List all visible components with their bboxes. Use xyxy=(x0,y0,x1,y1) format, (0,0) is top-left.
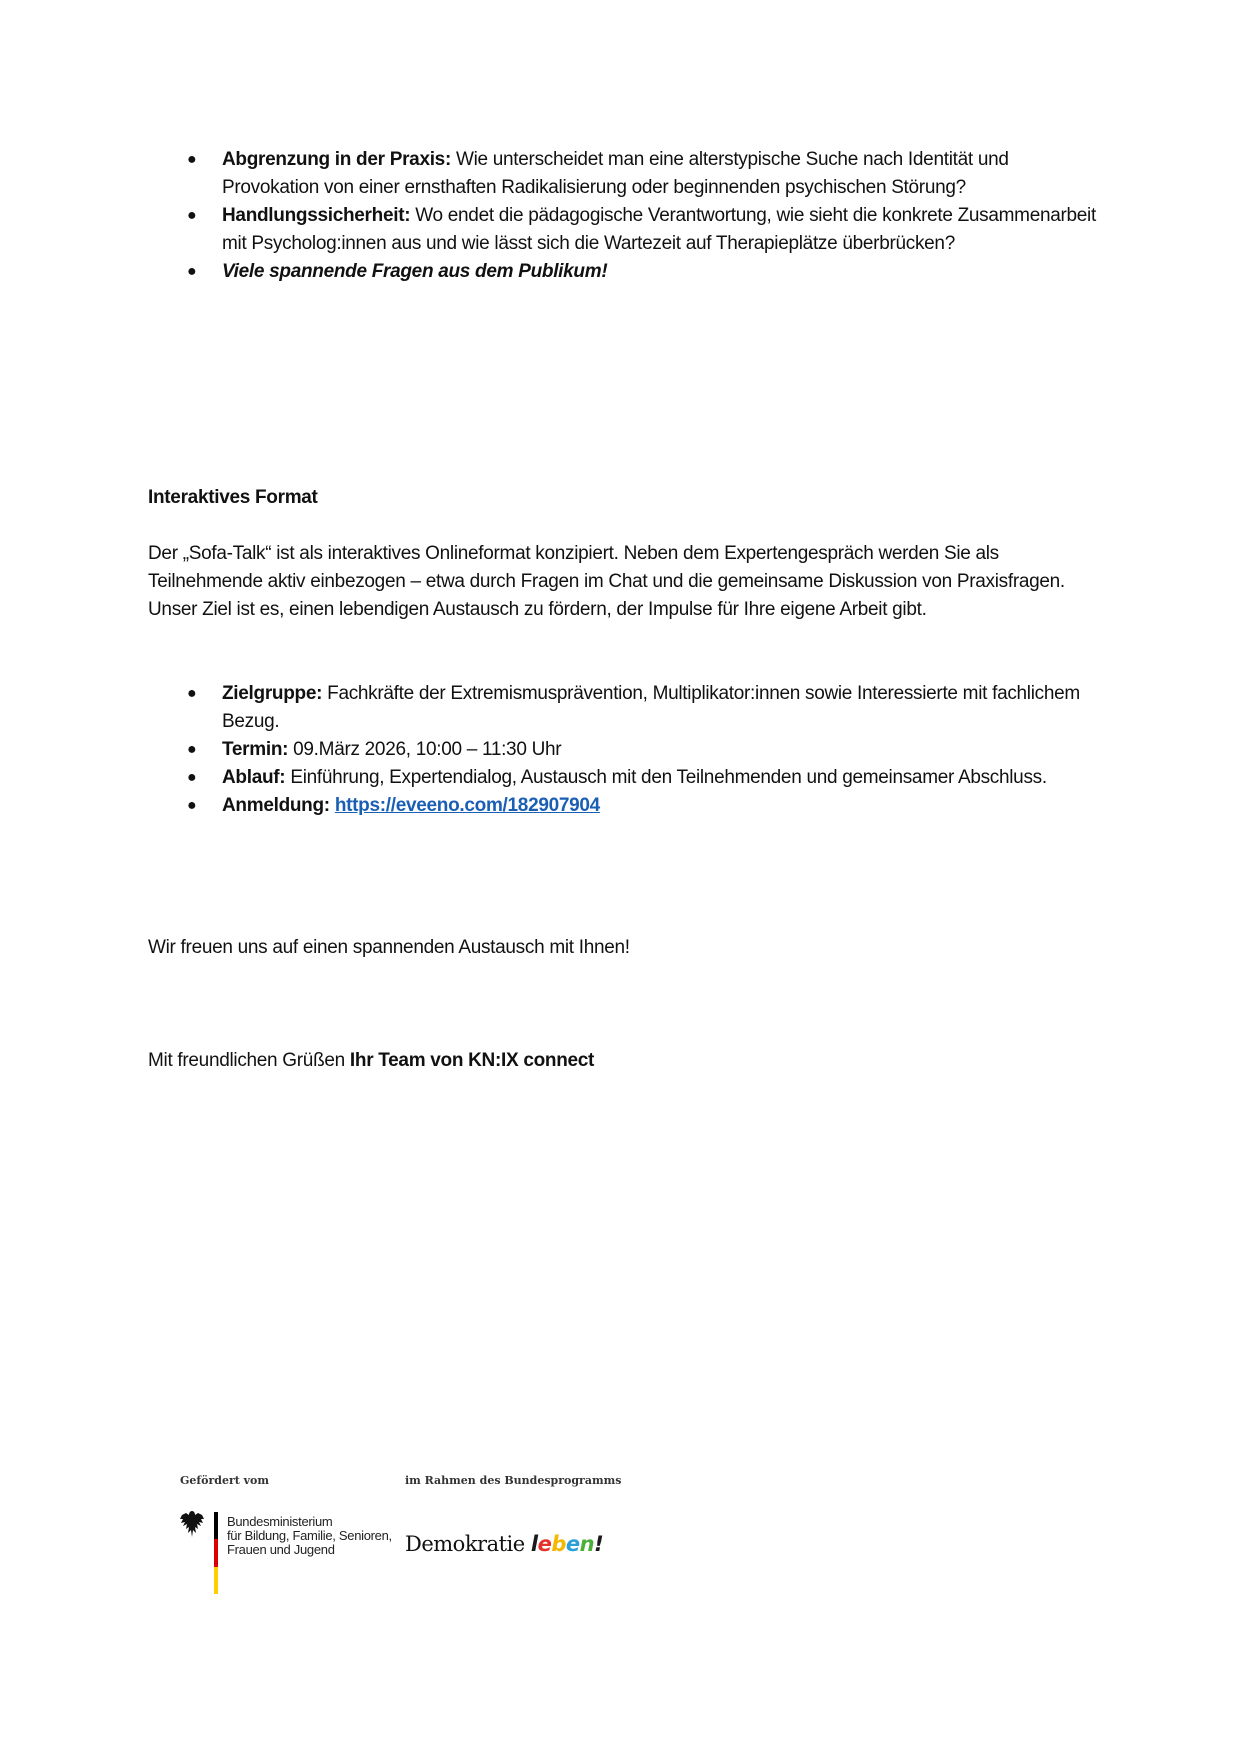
logo-letter: ! xyxy=(594,1532,604,1556)
logo-letter: l xyxy=(530,1532,538,1556)
list-item xyxy=(148,736,1108,764)
funded-by-label: Gefördert vom xyxy=(180,1474,270,1487)
flag-black xyxy=(214,1512,218,1539)
list-item xyxy=(148,792,1108,820)
program-label: im Rahmen des Bundesprogramms xyxy=(405,1474,622,1487)
signature-team: Ihr Team von KN:IX connect xyxy=(349,1050,595,1071)
list-item xyxy=(148,146,1108,202)
item-text: Wo endet die pädagogische Verantwortung, wie sieht die konkrete Zusammenarbeit mit Psycholog:innen aus und wie lässt sich die Wartezeit auf Therapieplätze überbrücken? xyxy=(222,205,1096,254)
bullet-icon: ● xyxy=(187,263,197,280)
list-item xyxy=(148,764,1108,792)
bullet-icon: ● xyxy=(187,207,197,224)
ministry-line: für Bildung, Familie, Senioren, xyxy=(227,1528,392,1543)
flag-gold xyxy=(214,1567,218,1594)
logo-letter: n xyxy=(579,1532,595,1556)
closing-text: Wir freuen uns auf einen spannenden Austausch mit Ihnen! xyxy=(148,937,630,958)
ministry-name xyxy=(227,1515,392,1557)
list-item xyxy=(148,680,1108,736)
bullet-icon: ● xyxy=(187,685,197,702)
item-text: 09.März 2026, 10:00 – 11:30 Uhr xyxy=(288,739,562,760)
item-label: Ablauf: xyxy=(222,767,286,788)
ministry-line: Frauen und Jugend xyxy=(227,1542,335,1557)
flag-red xyxy=(214,1539,218,1566)
list-item xyxy=(148,202,1108,258)
logo-letter: e xyxy=(537,1532,552,1556)
bullet-icon: ● xyxy=(187,769,197,786)
logo-leben xyxy=(531,1532,603,1556)
logo-prefix: Demokratie xyxy=(405,1532,531,1556)
questions-list xyxy=(148,146,1108,286)
section-heading: Interaktives Format xyxy=(148,487,318,508)
item-label: Handlungssicherheit: xyxy=(222,205,411,226)
registration-link[interactable]: https://eveeno.com/182907904 xyxy=(334,795,600,816)
item-text: Wie unterscheidet man eine alterstypische Suche nach Identität und Provokation von einer ernsthaften Radikalisierung oder beginnenden psychischen Störung? xyxy=(222,149,1009,198)
german-flag-bar xyxy=(214,1512,218,1594)
logo-letter: e xyxy=(565,1532,580,1556)
item-text: Einführung, Expertendialog, Austausch mit den Teilnehmenden und gemeinsamer Abschluss. xyxy=(285,767,1047,788)
section-paragraph: Der „Sofa-Talk“ ist als interaktives Onlineformat konzipiert. Neben dem Expertengespräch werden Sie als Teilnehmende aktiv einbezogen – etwa durch Fragen im Chat und die gemeinsame Diskussion von Praxisfragen. Unser Ziel ist es, einen lebendigen Austausch zu fördern, der Impulse für Ihre eigene Arbeit gibt. xyxy=(148,543,1065,620)
item-label: Abgrenzung in der Praxis: xyxy=(222,149,451,170)
item-label: Termin: xyxy=(222,739,289,760)
logo-letter: b xyxy=(551,1532,566,1556)
item-text: Fachkräfte der Extremismusprävention, Multiplikator:innen sowie Interessierte mit fachlichem Bezug. xyxy=(222,683,1080,732)
ministry-line: Bundesministerium xyxy=(227,1514,333,1529)
demokratie-leben-logo xyxy=(405,1532,603,1556)
federal-eagle-icon xyxy=(178,1509,206,1539)
item-label: Anmeldung: xyxy=(222,795,330,816)
bullet-icon: ● xyxy=(187,151,197,168)
item-label: Zielgruppe: xyxy=(222,683,323,704)
bullet-icon: ● xyxy=(187,797,197,814)
signature-prefix: Mit freundlichen Grüßen xyxy=(148,1050,350,1071)
details-list xyxy=(148,680,1108,820)
item-label: Viele spannende Fragen aus dem Publikum! xyxy=(222,261,608,282)
list-item xyxy=(148,258,1108,286)
signature xyxy=(148,1047,1108,1075)
bullet-icon: ● xyxy=(187,741,197,758)
